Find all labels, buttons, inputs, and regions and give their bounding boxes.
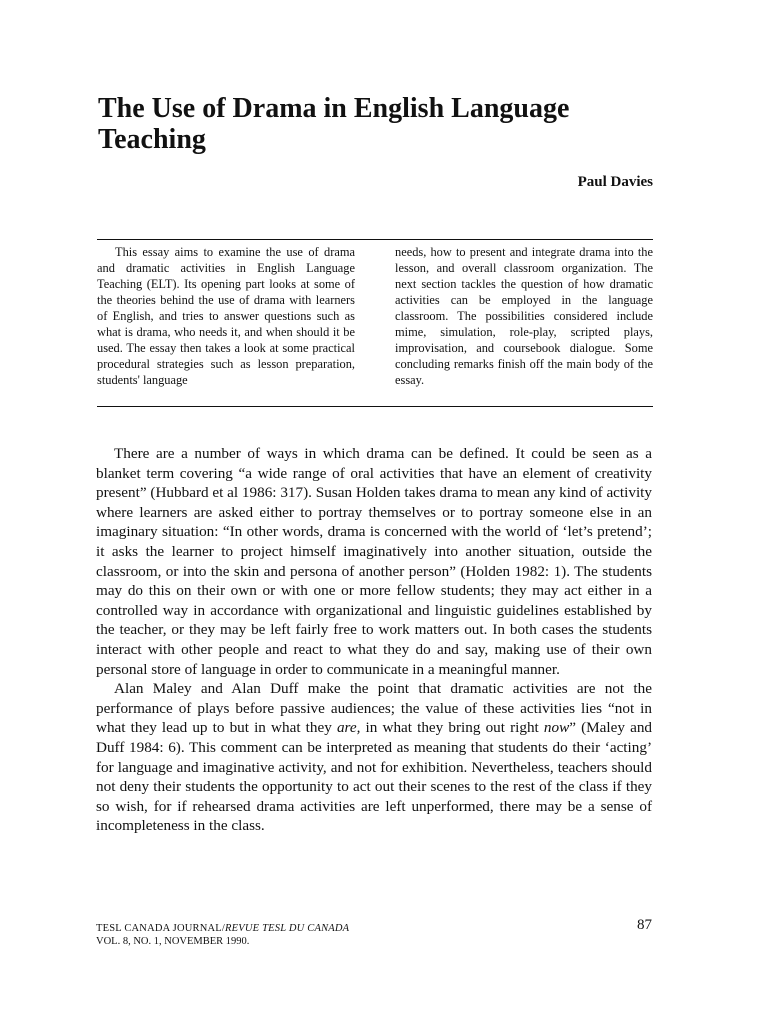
abstract-top-rule: [97, 239, 653, 240]
body-paragraph-2-text-c: ” (Maley and Duff 1984: 6). This comment can be interpreted as meaning that students do their ‘acting’ for language and imaginative activity, and not for exhibition. Nevertheless, teachers should not deny their students the opportunity to act out their scenes to the rest of the class if they so wish, for if rehearsed drama activities are left unperformed, there may be a sense of incompleteness in the class.: [96, 719, 653, 835]
abstract: [97, 244, 653, 388]
abstract-bottom-rule: [97, 406, 653, 407]
body-paragraph-2-emphasis-are: are,: [336, 719, 361, 737]
journal-volume: VOL. 8, NO. 1, NOVEMBER 1990.: [96, 936, 250, 947]
article-author: Paul Davies: [577, 174, 653, 190]
abstract-column-right: needs, how to present and integrate drama into the lesson, and overall classroom organization. The next section tackles the question of how dramatic activities can be employed in the language classroom. The possibilities considered include mime, simulation, role-play, scripted plays, improvisation, and coursebook dialogue. Some concluding remarks finish off the main body of the essay.: [395, 245, 653, 387]
journal-name-french: REVUE TESL DU CANADA: [225, 923, 350, 934]
article-body: [96, 444, 652, 836]
body-paragraph-2-emphasis-now: now: [543, 719, 570, 737]
page-number: 87: [637, 917, 652, 933]
body-paragraph-2: [96, 679, 652, 836]
journal-name: [96, 922, 652, 935]
journal-name-english: TESL CANADA JOURNAL/: [96, 923, 226, 934]
abstract-column-left: This essay aims to examine the use of drama and dramatic activities in English Language Teaching (ELT). Its opening part looks at some of the theories behind the use of drama with learners of English, and tries to answer questions such as what is drama, who needs it, and when should it be used. The essay then takes a look at some practical procedural strategies such as lesson preparation, students' language: [97, 245, 355, 387]
page-footer: [96, 917, 652, 948]
body-paragraph-2-text-a: Alan Maley and Alan Duff make the point that dramatic activities are not the performance of plays before passive audiences; the value of these activities lies “not in what they lead up to but in what they: [96, 680, 652, 737]
body-paragraph-2-text-b: in what they bring out right: [360, 719, 544, 737]
article-title: The Use of Drama in English Language Teaching: [98, 93, 570, 155]
body-paragraph-1: There are a number of ways in which drama can be defined. It could be seen as a blanket term covering “a wide range of oral activities that have an element of creativity present” (Hubbard et al 1986: 317). Susan Holden takes drama to mean any kind of activity where learners are asked either to portray themselves or to portray someone else in an imaginary situation: “In other words, drama is concerned with the world of ‘let’s pretend’; it asks the learner to project himself imaginatively into another situation, outside the classroom, or into the skin and persona of another person” (Holden 1982: 1). The students may do this on their own or with one or more fellow students; they may act either in a controlled way in accordance with organizational and linguistic guidelines established by the teacher, or they may be left fairly free to work matters out. In both cases the students interact with other people and react to what they do and say, making use of their own personal store of language in order to communicate in a meaningful manner.: [96, 445, 652, 678]
